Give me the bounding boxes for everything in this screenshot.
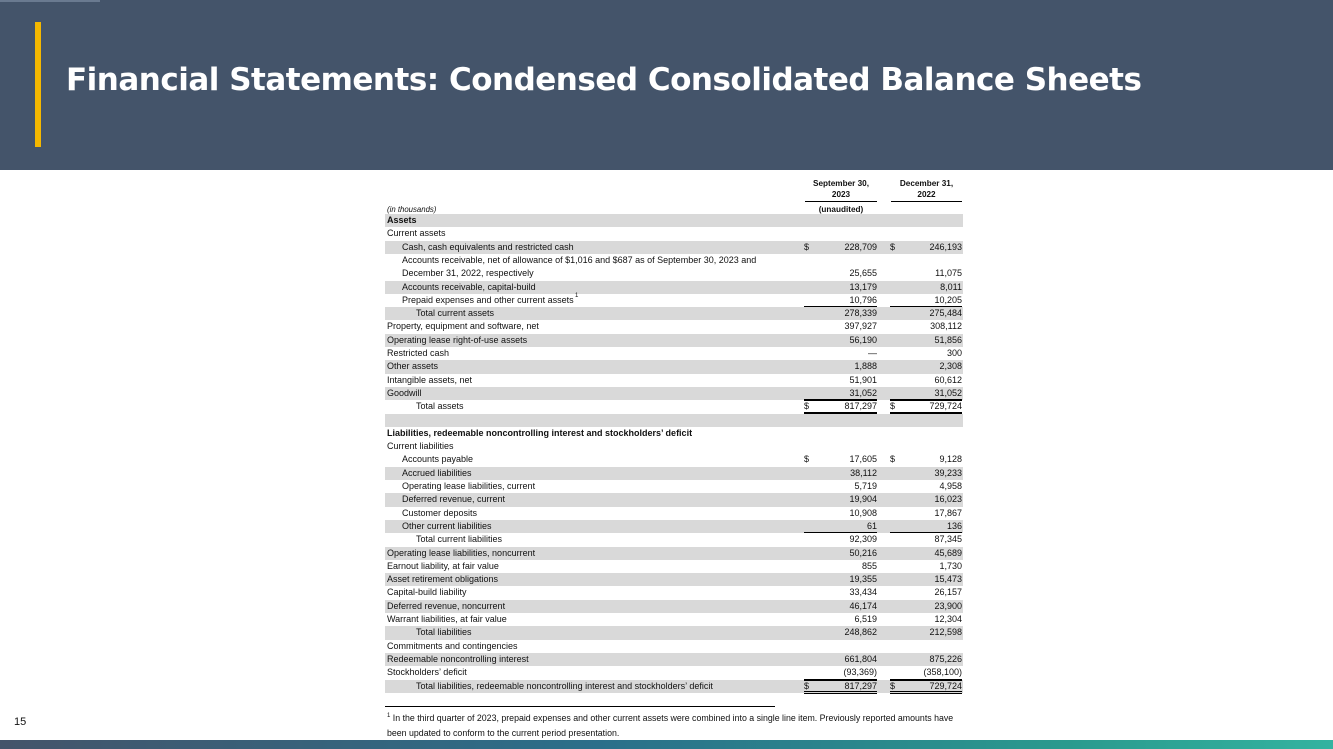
table-row	[385, 360, 963, 373]
row-label: Operating lease liabilities, noncurrent	[387, 547, 536, 558]
table-row	[385, 666, 963, 679]
row-label: Other assets	[387, 361, 439, 372]
value-sep-2023: 855	[861, 560, 877, 571]
accent-bar	[35, 22, 41, 147]
table-row	[385, 626, 963, 639]
dollar-sign: $	[804, 401, 810, 412]
value-dec-2022: 4,958	[939, 481, 962, 491]
table-row	[385, 560, 963, 573]
footnote-text: In the third quarter of 2023, prepaid expenses and other current assets were combined into a single line item. Previously reported amounts have been updated to conform to the current period presentation.	[387, 713, 954, 738]
row-label: Total assets	[416, 401, 464, 412]
value-sep-2023: 19,355	[849, 574, 877, 585]
table-row	[385, 453, 963, 466]
value-dec-2022: 45,689	[934, 547, 962, 558]
row-label: Assets	[387, 215, 417, 225]
row-label: Other current liabilities	[402, 520, 492, 531]
row-label: Deferred revenue, noncurrent	[387, 600, 506, 611]
table-row	[385, 440, 963, 453]
value-sep-2023: 25,655	[849, 268, 877, 279]
value-sep-2023: 248,862	[844, 627, 877, 638]
value-sep-2023: 13,179	[849, 281, 877, 292]
column-header-2022-line2: 2022	[917, 190, 936, 199]
footnote-marker: 1	[387, 713, 391, 720]
value-sep-2023: 10,908	[849, 507, 877, 518]
row-label: Total liabilities, redeemable noncontrolling interest and stockholders’ deficit	[416, 680, 713, 691]
total-top-rule	[890, 400, 962, 401]
row-label: Warrant liabilities, at fair value	[387, 614, 507, 624]
table-row	[385, 414, 963, 427]
row-label: Liabilities, redeemable noncontrolling interest and stockholders’ deficit	[387, 427, 693, 438]
row-label: Accrued liabilities	[402, 467, 472, 478]
footer-gradient-bar	[0, 740, 1333, 749]
table-row	[385, 600, 963, 613]
table-row	[385, 520, 963, 533]
table-row	[385, 467, 963, 480]
table-row	[385, 573, 963, 586]
double-underline	[890, 693, 962, 694]
value-sep-2023: 661,804	[844, 653, 877, 664]
row-label: Restricted cash	[387, 348, 450, 358]
table-row	[385, 613, 963, 626]
table-row	[385, 493, 963, 506]
value-sep-2023: 31,052	[849, 387, 877, 398]
value-sep-2023: 5,719	[854, 481, 877, 491]
table-row	[385, 307, 963, 320]
value-dec-2022: 12,304	[934, 614, 962, 624]
value-sep-2023: 50,216	[849, 547, 877, 558]
column-header-2022	[891, 178, 962, 200]
table-row	[385, 281, 963, 294]
value-dec-2022: 729,724	[929, 401, 962, 412]
value-dec-2022: 15,473	[934, 574, 962, 585]
column-header-2023	[805, 178, 877, 200]
row-label: Property, equipment and software, net	[387, 321, 539, 332]
dollar-sign: $	[890, 401, 896, 412]
value-sep-2023: —	[868, 348, 877, 358]
footnote-rule	[385, 706, 775, 707]
row-label: Prepaid expenses and other current assets	[402, 294, 574, 305]
table-row	[385, 334, 963, 347]
value-dec-2022: 23,900	[934, 600, 962, 611]
header-banner	[0, 0, 1333, 170]
table-row	[385, 227, 963, 240]
dollar-sign: $	[890, 454, 896, 465]
total-top-rule	[804, 680, 877, 681]
table-row	[385, 480, 963, 493]
column-header-rule	[891, 201, 962, 202]
row-label: Stockholders’ deficit	[387, 667, 467, 678]
column-header-rule	[805, 201, 877, 202]
table-row	[385, 254, 963, 267]
row-label: Current liabilities	[387, 441, 454, 452]
table-row	[385, 653, 963, 666]
row-label: Goodwill	[387, 387, 422, 398]
value-dec-2022: 17,867	[934, 507, 962, 518]
value-sep-2023: 397,927	[844, 321, 877, 332]
value-sep-2023: 17,605	[849, 454, 877, 465]
table-row	[385, 320, 963, 333]
row-label: Operating lease right-of-use assets	[387, 334, 528, 345]
value-dec-2022: 8,011	[940, 281, 962, 292]
row-label: Redeemable noncontrolling interest	[387, 653, 529, 664]
table-row	[385, 640, 963, 653]
table-row	[385, 267, 963, 280]
dollar-sign: $	[890, 241, 896, 252]
value-dec-2022: 87,345	[934, 534, 962, 545]
row-label: Accounts payable	[402, 454, 474, 465]
table-row	[385, 427, 963, 440]
table-row	[385, 586, 963, 599]
value-sep-2023: 61	[866, 520, 877, 531]
row-label: Cash, cash equivalents and restricted cash	[402, 241, 574, 252]
unaudited-label: (unaudited)	[818, 205, 864, 214]
value-sep-2023: 33,434	[849, 587, 877, 598]
row-label: Accounts receivable, net of allowance of $1,016 and $687 as of September 30, 2023 and	[402, 254, 757, 265]
row-label: Accounts receivable, capital-build	[402, 281, 536, 292]
column-header-2023-line1: September 30,	[813, 179, 869, 188]
double-underline	[804, 693, 877, 694]
table-row	[385, 214, 963, 227]
row-label: Total current liabilities	[416, 534, 503, 545]
value-dec-2022: 136	[946, 520, 962, 531]
dollar-sign: $	[804, 680, 810, 691]
value-sep-2023: 228,709	[844, 241, 877, 252]
value-dec-2022: 729,724	[929, 680, 962, 691]
table-row	[385, 374, 963, 387]
value-dec-2022: 9,128	[939, 454, 962, 465]
table-row: Prepaid expenses and other current assets 1 10,796 10,205	[385, 294, 963, 307]
value-sep-2023: 1,888	[854, 361, 877, 372]
value-sep-2023: 10,796	[849, 294, 877, 305]
value-dec-2022: (358,100)	[923, 667, 962, 678]
table-row	[385, 400, 963, 413]
dollar-sign: $	[804, 241, 810, 252]
row-label: Deferred revenue, current	[402, 494, 506, 505]
value-dec-2022: 308,112	[930, 321, 962, 332]
row-label: Operating lease liabilities, current	[402, 481, 536, 491]
value-dec-2022: 1,730	[939, 560, 962, 571]
table-row	[385, 680, 963, 693]
value-dec-2022: 2,308	[939, 361, 962, 372]
table-row	[385, 507, 963, 520]
value-dec-2022: 51,856	[934, 334, 962, 345]
column-header-2022-line1: December 31,	[899, 179, 954, 188]
value-sep-2023: 51,901	[849, 374, 877, 385]
value-dec-2022: 26,157	[934, 587, 962, 598]
value-dec-2022: 246,193	[929, 241, 962, 252]
value-dec-2022: 10,205	[934, 294, 962, 305]
value-sep-2023: 92,309	[849, 534, 877, 545]
row-label: Asset retirement obligations	[387, 574, 499, 585]
page-title: Financial Statements: Condensed Consolidated Balance Sheets	[66, 62, 1142, 98]
value-sep-2023: 38,112	[850, 467, 877, 478]
row-label: Total liabilities	[416, 627, 472, 638]
value-sep-2023: 46,174	[849, 600, 877, 611]
dollar-sign: $	[890, 680, 896, 691]
value-sep-2023: 56,190	[849, 334, 877, 345]
value-sep-2023: 19,904	[849, 494, 877, 505]
table-row	[385, 387, 963, 400]
row-label: Intangible assets, net	[387, 374, 473, 385]
value-sep-2023: 817,297	[844, 401, 877, 412]
row-label: Customer deposits	[402, 507, 478, 518]
column-header-2023-line2: 2023	[831, 190, 851, 199]
value-dec-2022: 11,075	[935, 268, 962, 279]
dollar-sign: $	[804, 454, 810, 465]
value-dec-2022: 60,612	[934, 374, 962, 385]
value-dec-2022: 39,233	[934, 467, 962, 478]
row-label: December 31, 2022, respectively	[402, 268, 534, 279]
row-label: Capital-build liability	[387, 587, 467, 598]
value-sep-2023: (93,369)	[843, 667, 877, 678]
value-dec-2022: 31,052	[934, 387, 962, 398]
row-label: Earnout liability, at fair value	[387, 560, 499, 571]
value-sep-2023: 278,339	[844, 308, 877, 319]
header-top-rule	[0, 0, 100, 2]
value-dec-2022: 212,598	[929, 627, 962, 638]
row-label: Commitments and contingencies	[387, 640, 518, 651]
value-sep-2023: 817,297	[844, 680, 877, 691]
units-label: (in thousands)	[387, 205, 437, 214]
value-sep-2023: 6,519	[854, 614, 877, 624]
table-row	[385, 533, 963, 546]
value-dec-2022: 875,226	[929, 653, 962, 664]
footnote	[387, 711, 967, 741]
page-number: 15	[14, 716, 27, 728]
table-row	[385, 241, 963, 254]
value-dec-2022: 16,023	[934, 494, 962, 505]
value-dec-2022: 275,484	[929, 308, 962, 319]
row-label: Total current assets	[416, 308, 495, 319]
row-label: Current assets	[387, 228, 446, 239]
table-row	[385, 547, 963, 560]
value-dec-2022: 300	[946, 348, 962, 358]
table-row	[385, 347, 963, 360]
total-top-rule	[890, 680, 962, 681]
total-top-rule	[804, 400, 877, 401]
